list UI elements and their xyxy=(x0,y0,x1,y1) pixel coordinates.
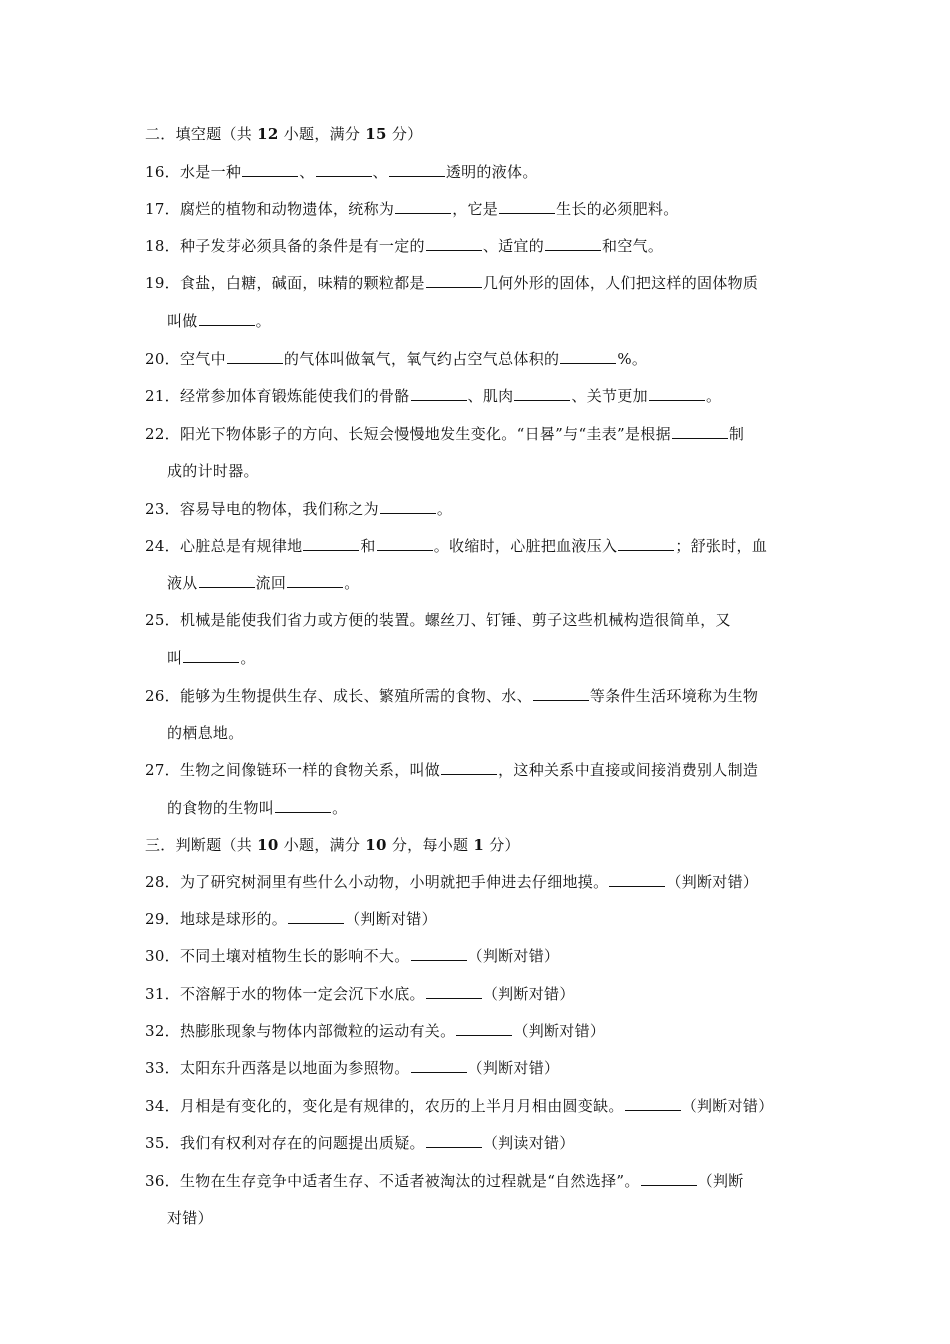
score-total: 10 xyxy=(365,836,387,854)
question-text: 热膨胀现象与物体内部微粒的运动有关。 xyxy=(180,1022,456,1040)
question-25 xyxy=(145,610,731,630)
question-count: 12 xyxy=(257,125,279,143)
answer-blank[interactable] xyxy=(533,686,589,701)
question-text: 生长的必须肥料。 xyxy=(556,200,679,218)
question-text: 和空气。 xyxy=(602,237,664,255)
answer-blank[interactable] xyxy=(411,946,467,961)
question-number: 36． xyxy=(145,1172,180,1190)
heading-text: 小题，满分 xyxy=(278,836,366,854)
answer-blank[interactable] xyxy=(625,1096,681,1111)
question-23 xyxy=(145,499,452,519)
question-24-continued xyxy=(167,573,360,593)
answer-blank[interactable] xyxy=(426,1133,482,1148)
question-36-continued xyxy=(167,1208,213,1228)
question-number: 29． xyxy=(145,910,180,928)
question-text: 、适宜的 xyxy=(482,237,545,255)
question-text: 空气中 xyxy=(180,350,226,368)
question-19 xyxy=(145,273,758,293)
answer-blank[interactable] xyxy=(545,236,601,251)
answer-blank[interactable] xyxy=(618,536,674,551)
question-number: 27． xyxy=(145,761,180,779)
question-number: 21． xyxy=(145,387,180,405)
question-text: 月相是有变化的，变化是有规律的，农历的上半月月相由圆变缺。 xyxy=(180,1097,624,1115)
question-number: 33． xyxy=(145,1059,180,1077)
question-text: 生物在生存竞争中适者生存、不适者被淘汰的过程就是“自然选择”。 xyxy=(180,1172,640,1190)
answer-blank[interactable] xyxy=(672,424,728,439)
question-21 xyxy=(145,386,721,406)
answer-blank[interactable] xyxy=(641,1171,697,1186)
question-text: 为了研究树洞里有些什么小动物，小明就把手伸进去仔细地摸。 xyxy=(180,873,609,891)
question-text: 种子发芽必须具备的条件是有一定的 xyxy=(180,237,425,255)
question-22 xyxy=(145,424,744,444)
question-number: 23． xyxy=(145,500,180,518)
question-text: 。 xyxy=(344,574,360,592)
heading-text: 小题，满分 xyxy=(278,125,366,143)
question-text: 。 xyxy=(332,799,348,817)
question-number: 34． xyxy=(145,1097,180,1115)
answer-blank[interactable] xyxy=(560,349,616,364)
question-text: 等条件生活环境称为生物 xyxy=(589,687,759,705)
question-text: 不同土壤对植物生长的影响不大。 xyxy=(180,947,410,965)
question-number: 18． xyxy=(145,237,180,255)
question-text: 心脏总是有规律地 xyxy=(180,537,303,555)
question-26 xyxy=(145,686,758,706)
question-16 xyxy=(145,162,538,182)
question-text: 液从 xyxy=(167,574,198,592)
question-27-continued xyxy=(167,798,347,818)
question-32 xyxy=(145,1021,605,1041)
question-text: 制 xyxy=(728,425,745,443)
question-text: 几何外形的固体，人们把这样的固体物质 xyxy=(482,274,759,292)
question-text: 、关节更加 xyxy=(571,387,648,405)
question-number: 20． xyxy=(145,350,180,368)
judge-label: （判断对错） xyxy=(681,1097,774,1115)
question-26-continued xyxy=(167,723,244,743)
answer-blank[interactable] xyxy=(316,162,372,177)
answer-blank[interactable] xyxy=(389,162,445,177)
question-30 xyxy=(145,946,559,966)
question-34 xyxy=(145,1096,774,1116)
question-text: 。 xyxy=(705,387,722,405)
question-text: 生物之间像链环一样的食物关系，叫做 xyxy=(180,761,441,779)
question-text: 容易导电的物体，我们称之为 xyxy=(180,500,379,518)
answer-blank[interactable] xyxy=(183,648,239,663)
question-number: 31． xyxy=(145,985,180,1003)
question-number: 25． xyxy=(145,611,180,629)
section-heading-fill-in xyxy=(145,124,422,144)
question-text: 。 xyxy=(255,312,271,330)
answer-blank[interactable] xyxy=(380,499,436,514)
answer-blank[interactable] xyxy=(499,199,555,214)
question-number: 26． xyxy=(145,687,180,705)
question-33 xyxy=(145,1058,559,1078)
answer-blank[interactable] xyxy=(199,311,255,326)
question-text: 的食物的生物叫 xyxy=(167,799,275,817)
judge-label: 对错） xyxy=(167,1209,213,1227)
question-text: %。 xyxy=(617,350,648,368)
answer-blank[interactable] xyxy=(287,573,343,588)
answer-blank[interactable] xyxy=(411,386,467,401)
answer-blank[interactable] xyxy=(426,273,482,288)
question-count: 10 xyxy=(257,836,279,854)
answer-blank[interactable] xyxy=(456,1021,512,1036)
answer-blank[interactable] xyxy=(288,909,344,924)
question-text: 太阳东升西落是以地面为参照物。 xyxy=(180,1059,410,1077)
question-17 xyxy=(145,199,679,219)
question-number: 24． xyxy=(145,537,180,555)
question-text: 我们有权利对存在的问题提出质疑。 xyxy=(180,1134,425,1152)
question-19-continued xyxy=(167,311,271,331)
question-text: 、肌肉 xyxy=(467,387,514,405)
question-text: 能够为生物提供生存、成长、繁殖所需的食物、水、 xyxy=(180,687,532,705)
question-text: 的栖息地。 xyxy=(167,724,244,742)
judge-label: （判断对错） xyxy=(345,910,437,928)
question-text: 、 xyxy=(372,163,388,181)
answer-blank[interactable] xyxy=(609,872,665,887)
question-text: ，这种关系中直接或间接消费别人制造 xyxy=(498,761,759,779)
question-text: 食盐，白糖，碱面，味精的颗粒都是 xyxy=(180,274,425,292)
judge-label: （判断对错） xyxy=(666,873,759,891)
question-35 xyxy=(145,1133,575,1153)
score-each: 1 xyxy=(473,836,485,854)
question-number: 32． xyxy=(145,1022,180,1040)
judge-label: （判读对错） xyxy=(482,1134,575,1152)
question-text: 地球是球形的。 xyxy=(180,910,288,928)
question-text: 水是一种 xyxy=(180,163,242,181)
heading-text: 三．判断题（共 xyxy=(145,836,258,854)
question-text: 叫 xyxy=(167,649,183,667)
judge-label: （判断对错） xyxy=(467,947,560,965)
question-number: 22． xyxy=(145,425,180,443)
question-text: 不溶解于水的物体一定会沉下水底。 xyxy=(180,985,425,1003)
answer-blank[interactable] xyxy=(242,162,298,177)
judge-label: （判断对错） xyxy=(482,985,575,1003)
question-22-continued xyxy=(167,461,259,481)
question-text: 经常参加体育锻炼能使我们的骨骼 xyxy=(180,387,410,405)
question-text: 、 xyxy=(299,163,315,181)
question-text: 成的计时器。 xyxy=(167,462,259,480)
question-text: 。 xyxy=(436,500,453,518)
question-number: 17． xyxy=(145,200,180,218)
question-text: 。收缩时，心脏把血液压入 xyxy=(433,537,618,555)
answer-blank[interactable] xyxy=(227,349,283,364)
question-text: 和 xyxy=(360,537,376,555)
judge-label: （判断对错） xyxy=(513,1022,606,1040)
question-text: 透明的液体。 xyxy=(445,163,538,181)
question-text: ；舒张时，血 xyxy=(675,537,768,555)
question-text: 叫做 xyxy=(167,312,198,330)
answer-blank[interactable] xyxy=(426,236,482,251)
question-29 xyxy=(145,909,437,929)
question-number: 19． xyxy=(145,274,180,292)
question-18 xyxy=(145,236,663,256)
answer-blank[interactable] xyxy=(303,536,359,551)
score-total: 15 xyxy=(365,125,387,143)
question-text: 机械是能使我们省力或方便的装置。螺丝刀、钉锤、剪子这些机械构造很简单，又 xyxy=(180,611,731,629)
heading-text: 分） xyxy=(386,125,423,143)
question-36 xyxy=(145,1171,744,1191)
question-25-continued xyxy=(167,648,256,668)
answer-blank[interactable] xyxy=(377,536,433,551)
answer-blank[interactable] xyxy=(441,760,497,775)
question-number: 35． xyxy=(145,1134,180,1152)
question-text: 腐烂的植物和动物遗体，统称为 xyxy=(180,200,395,218)
answer-blank[interactable] xyxy=(411,1058,467,1073)
answer-blank[interactable] xyxy=(649,386,705,401)
section-heading-true-false xyxy=(145,835,520,855)
answer-blank[interactable] xyxy=(514,386,570,401)
question-text: 。 xyxy=(240,649,256,667)
question-24 xyxy=(145,536,767,556)
judge-label: （判断对错） xyxy=(467,1059,560,1077)
question-28 xyxy=(145,872,758,892)
answer-blank[interactable] xyxy=(426,984,482,999)
judge-label: （判断 xyxy=(697,1172,744,1190)
question-20 xyxy=(145,349,647,369)
heading-text: 分） xyxy=(484,836,520,854)
heading-text: 二．填空题（共 xyxy=(145,125,258,143)
question-text: 阳光下物体影子的方向、长短会慢慢地发生变化。“日晷”与“圭表”是根据 xyxy=(180,425,671,443)
question-27 xyxy=(145,760,758,780)
answer-blank[interactable] xyxy=(395,199,451,214)
question-31 xyxy=(145,984,575,1004)
answer-blank[interactable] xyxy=(199,573,255,588)
question-number: 28． xyxy=(145,873,180,891)
question-number: 30． xyxy=(145,947,180,965)
heading-text: 分，每小题 xyxy=(386,836,474,854)
question-number: 16． xyxy=(145,163,180,181)
question-text: 的气体叫做氧气，氧气约占空气总体积的 xyxy=(283,350,560,368)
question-text: ，它是 xyxy=(452,200,499,218)
question-text: 流回 xyxy=(255,574,287,592)
answer-blank[interactable] xyxy=(275,798,331,813)
